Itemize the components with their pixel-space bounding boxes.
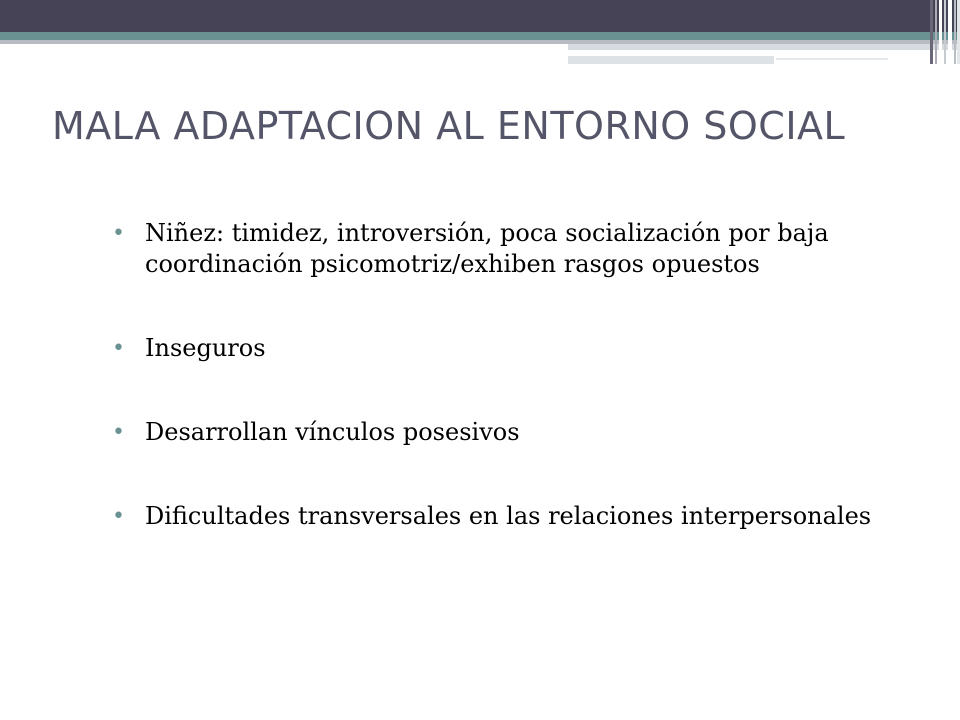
banner-accent-bar-lower	[568, 56, 774, 64]
banner-accent-line	[776, 51, 888, 53]
stripe	[944, 0, 946, 64]
bullet-item	[112, 501, 872, 532]
bullet-text: Inseguros	[145, 334, 266, 362]
bullet-list	[112, 218, 872, 532]
bullet-text: Niñez: timidez, introversión, poca socialización por baja coordinación psicomotriz/exhiben rasgos opuestos	[145, 219, 829, 278]
slide-title: MALA ADAPTACION AL ENTORNO SOCIAL	[52, 104, 846, 148]
bullet-text: Dificultades transversales en las relaciones interpersonales	[145, 502, 872, 530]
stripe	[939, 0, 942, 64]
stripe	[948, 0, 952, 64]
bullet-item	[112, 333, 872, 364]
stripe	[935, 0, 937, 64]
bullet-marker: •	[112, 504, 125, 529]
bullet-item	[112, 218, 872, 280]
banner-accent-bar	[568, 44, 960, 50]
bullet-marker: •	[112, 420, 125, 445]
right-edge-stripes	[930, 0, 960, 64]
bullet-marker: •	[112, 336, 125, 361]
bullet-item	[112, 417, 872, 448]
bullet-text: Desarrollan vínculos posesivos	[145, 418, 520, 446]
bullet-marker: •	[112, 221, 125, 246]
stripe	[954, 0, 956, 64]
top-banner-teal-band	[0, 32, 960, 40]
stripe	[930, 0, 933, 64]
banner-accent-line-lower	[776, 58, 888, 60]
top-banner	[0, 0, 960, 32]
